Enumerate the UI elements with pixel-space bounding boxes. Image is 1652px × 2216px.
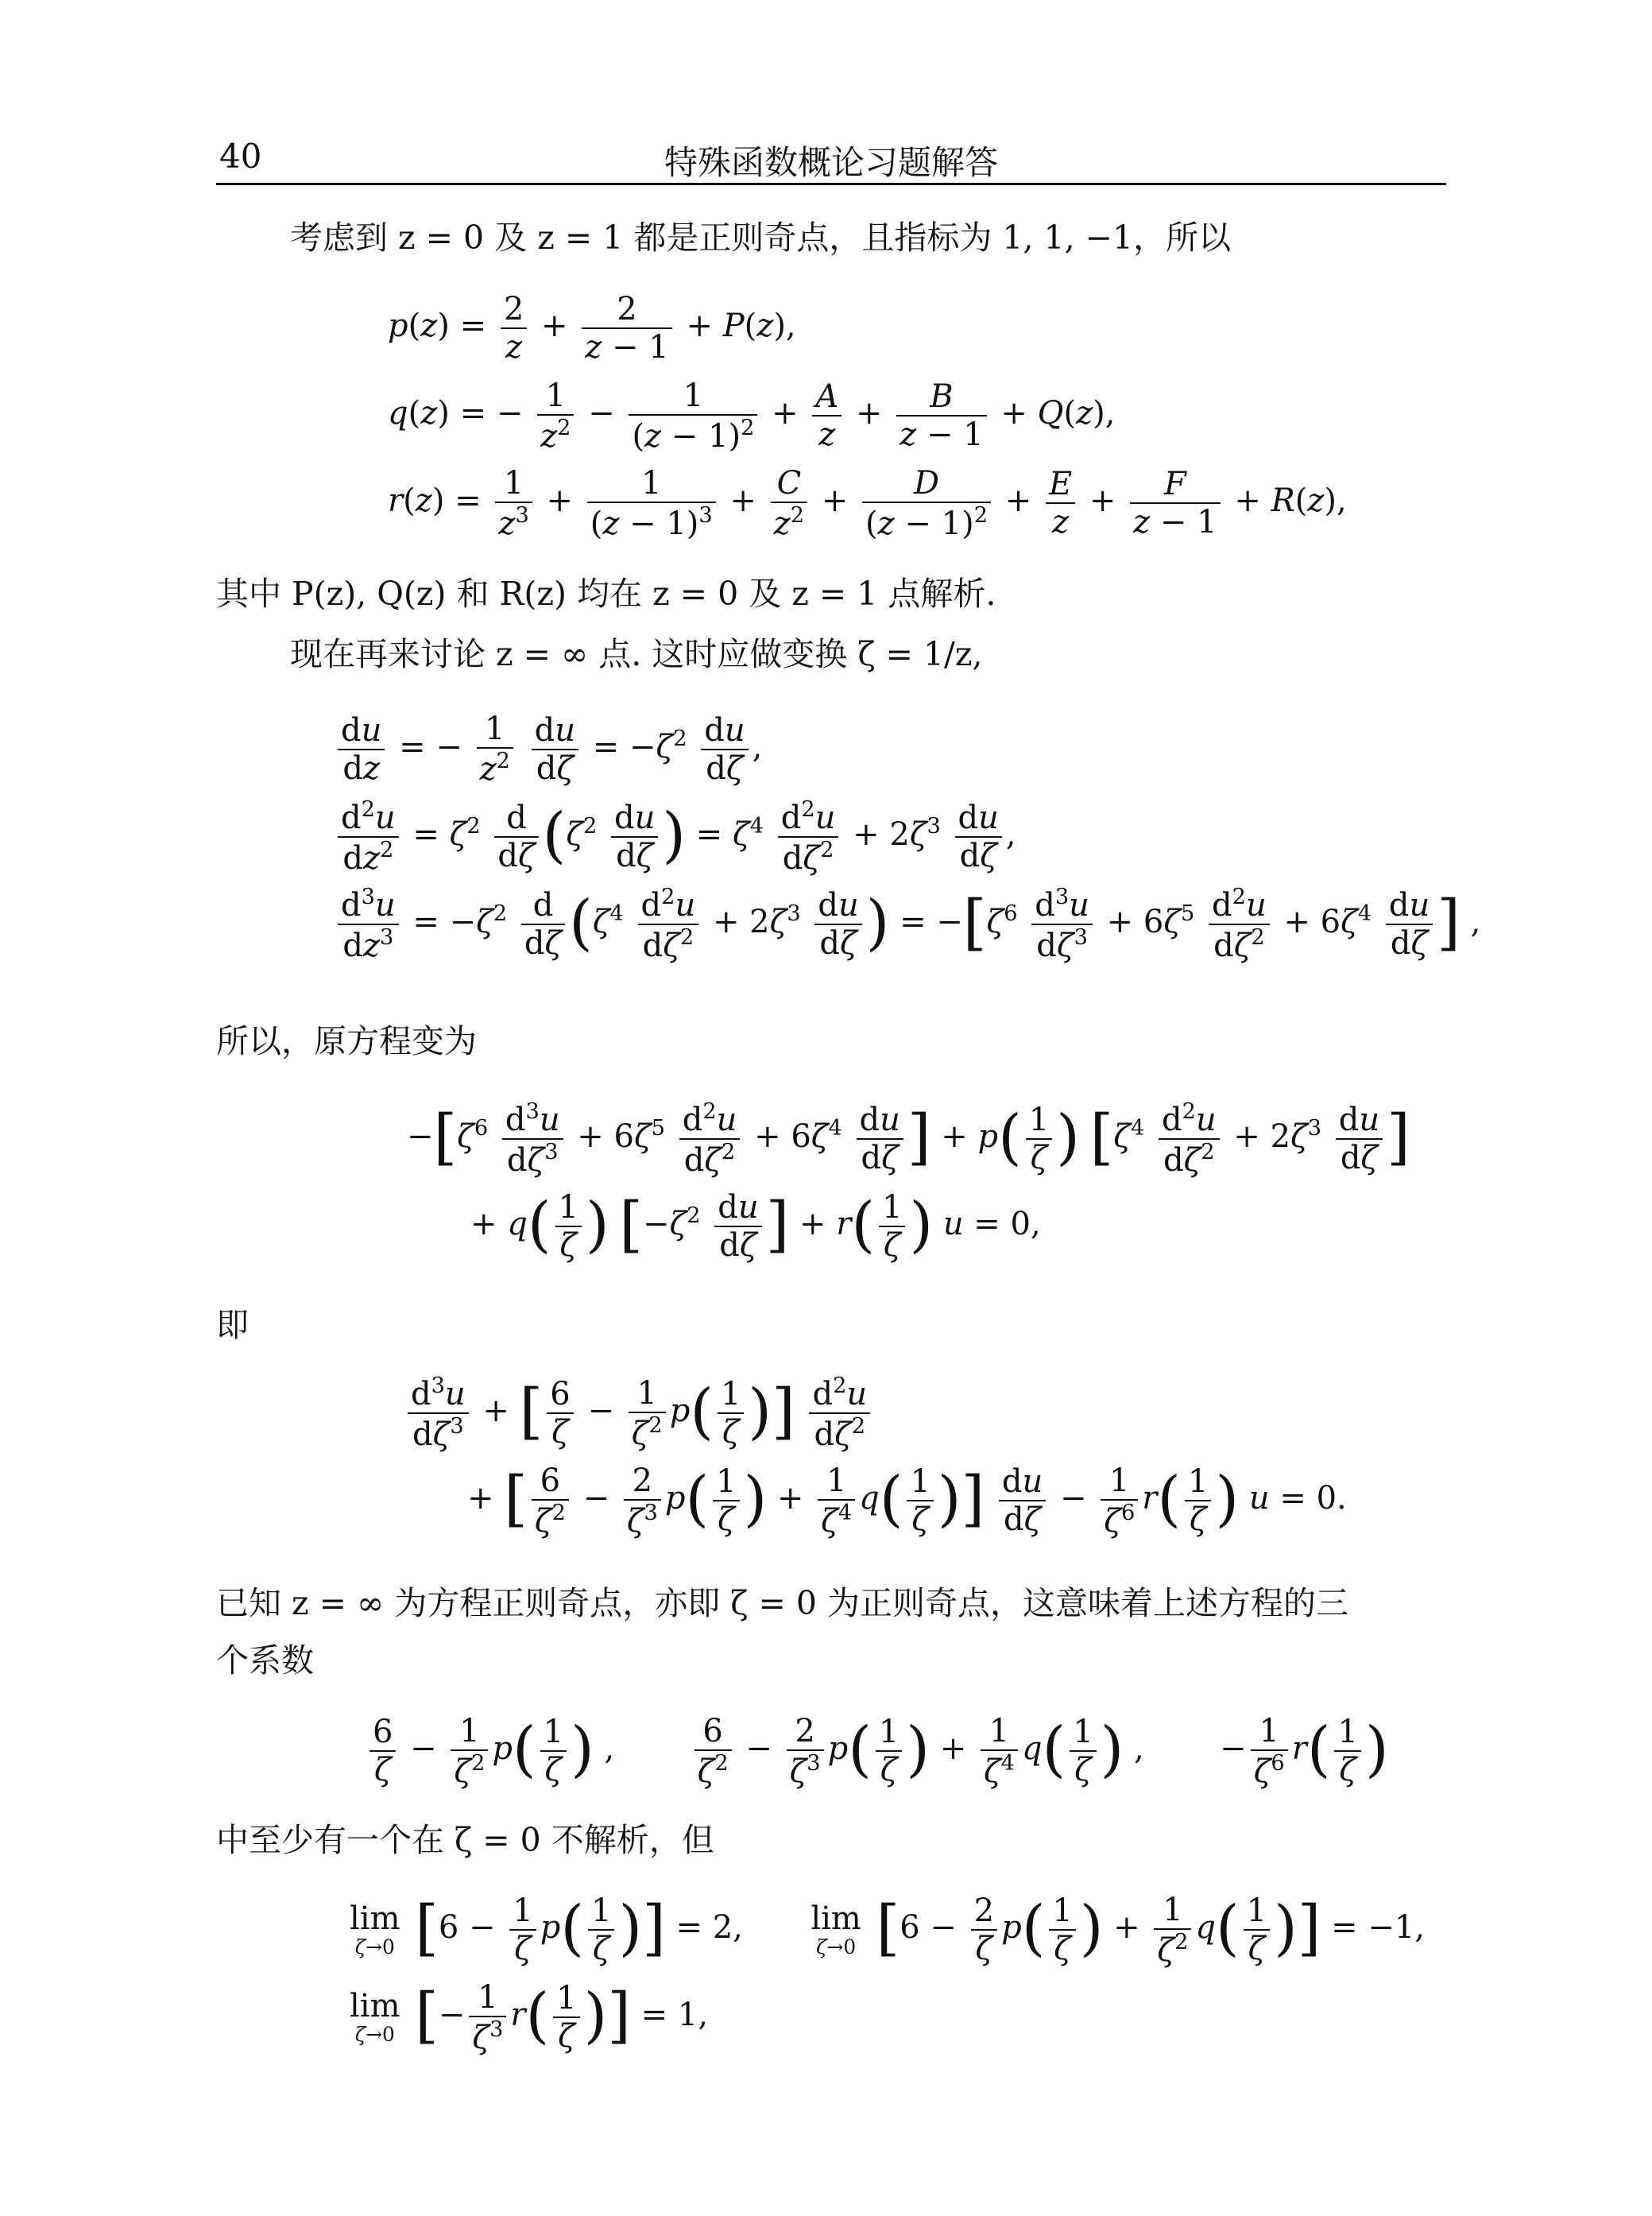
equation-p: p(z) = $\frac{2}{z}$ + $\frac{2}{z - 1}$ + P(z), xyxy=(388,291,796,366)
equation-normalized-line1: $\frac{d^3u}{d\zeta^3}$ + [ $\frac{6}{\zeta}$ − $\frac{1}{\zeta^2}$ p( $\frac{1}{\zeta}$ )] $\frac{d^2u}{d\zeta^2}$ xyxy=(404,1367,1453,1455)
equation-derivatives xyxy=(334,695,1481,964)
equation-limits-row1: lim ζ→0 [6 − $\frac{1}{\zeta}$ p( $\frac{1}{\zeta}$ )] = 2, lim ζ→0 [6 − $\frac{2}{\zeta}$ p( $\frac{1}{\zeta}$ ) + $\frac{1}{\zeta^2}$ q( $\frac{1}{\zeta}$ )] = −1, xyxy=(350,1891,1426,1969)
paragraph-equation-becomes: 所以，原方程变为 xyxy=(216,1022,477,1060)
limit3-value: = 1, xyxy=(640,1997,709,2033)
equation-second-derivative: $\frac{d^2u}{dz^2}$ = $\zeta^2$ $\frac{d}{d\zeta}$ ($\zeta^2$ $\frac{du}{d\zeta}$ ) = $\zeta^4$ $\frac{d^2u}{d\zeta^2}$ + $2\zeta^3$ $\frac{du}{d\zeta}$ , xyxy=(334,783,1462,870)
equation-coefficients-row: $\frac{6}{\zeta}$ − $\frac{1}{\zeta^2}$ p( $\frac{1}{\zeta}$ ) , $\frac{6}{\zeta^2}$ − $\frac{2}{\zeta^3}$ p( $\frac{1}{\zeta}$ ) + $\frac{1}{\zeta^4}$ q( $\frac{1}{\zeta}$ ) , − $\frac{1}{\zeta^6}$ r( $\frac{1}{\zeta}$ ) xyxy=(366,1705,1446,1792)
paragraph-transform: 现在再来讨论 z = ∞ 点. 这时应做变换 ζ = 1/z, xyxy=(290,635,983,673)
page-header xyxy=(216,137,1446,184)
equation-pqr-expansion xyxy=(388,282,1421,544)
equation-q: q(z) = − $\frac{1}{z^2}$ − $\frac{1}{(z - 1)^2}$ + $\frac{A}{z}$ + $\frac{B}{z - 1}$ + Q(z), xyxy=(388,377,1116,455)
paragraph-at-least-one: 中至少有一个在 ζ = 0 不解析，但 xyxy=(216,1821,714,1859)
equation-third-derivative: $\frac{d^3u}{dz^3}$ = $-\zeta^2$ $\frac{d}{d\zeta}$ ($\zeta^4$ $\frac{d^2u}{d\zeta^2}$ + $2\zeta^3$ $\frac{du}{d\zeta}$ ) = $-[\zeta^6$ $\frac{d^3u}{d\zeta^3}$ + $6\zeta^5$ $\frac{d^2u}{d\zeta^2}$ + $6\zeta^4$ $\frac{du}{d\zeta}$ ] , xyxy=(334,870,1462,958)
running-title: 特殊函数概论习题解答 xyxy=(664,143,998,182)
paragraph-regular-singular: 已知 z = ∞ 为方程正则奇点，亦即 ζ = 0 为正则奇点，这意味着上述方程的三 xyxy=(216,1584,1349,1622)
paragraph-three-coefficients: 个系数 xyxy=(216,1641,314,1679)
limit2-value: = −1, xyxy=(1331,1909,1426,1946)
equation-limits xyxy=(350,1884,1446,2059)
paragraph-analytic-functions: 其中 P(z), Q(z) 和 R(z) 均在 z = 0 及 z = 1 点解析. xyxy=(216,575,996,613)
paragraph-singular-points: 考虑到 z = 0 及 z = 1 都是正则奇点，且指标为 1, 1, −1，所以 xyxy=(290,219,1232,257)
equation-transformed-line2: + q( $\frac{1}{\zeta}$ ) [$-\zeta^2$ $\frac{du}{d\zeta}$ ] + r( $\frac{1}{\zeta}$ ) u = 0, xyxy=(470,1188,1041,1264)
equation-first-derivative: $\frac{du}{dz}$ = − $\frac{1}{z^2}$ $\frac{du}{d\zeta}$ = $-\zeta^2$ $\frac{du}{d\zeta}$ , xyxy=(334,695,1462,783)
equation-limits-row2: lim ζ→0 [− $\frac{1}{\zeta^3}$ r( $\frac{1}{\zeta}$ )] = 1, xyxy=(350,1978,709,2056)
page-number: 40 xyxy=(219,137,262,176)
equation-normalized-line2: + [ $\frac{6}{\zeta^2}$ − $\frac{2}{\zeta^3}$ p( $\frac{1}{\zeta}$ ) + $\frac{1}{\zeta^4}$ q( $\frac{1}{\zeta}$ )] $\frac{du}{d\zeta}$ − $\frac{1}{\zeta^6}$ r( $\frac{1}{\zeta}$ ) u = 0. xyxy=(467,1462,1347,1540)
limit1-value: = 2, xyxy=(675,1909,743,1946)
paragraph-namely: 即 xyxy=(216,1306,249,1344)
equation-three-coefficients xyxy=(366,1705,1446,1792)
equation-transformed xyxy=(407,1085,1440,1264)
equation-transformed-line1: $-[\zeta^6$ $\frac{d^3u}{d\zeta^3}$ + $6\zeta^5$ $\frac{d^2u}{d\zeta^2}$ + $6\zeta^4$ $\frac{du}{d\zeta}$ ] + p( $\frac{1}{\zeta}$ ) [$\zeta^4$ $\frac{d^2u}{d\zeta^2}$ + $2\zeta^3$ $\frac{du}{d\zeta}$ ] xyxy=(407,1099,1410,1179)
header-rule xyxy=(216,183,1446,185)
equation-normalized xyxy=(404,1367,1453,1542)
equation-r: r(z) = $\frac{1}{z^3}$ + $\frac{1}{(z - 1)^3}$ + $\frac{C}{z^2}$ + $\frac{D}{(z - 1)^2}$ + $\frac{E}{z}$ + $\frac{F}{z - 1}$ + R(z), xyxy=(388,464,1347,542)
